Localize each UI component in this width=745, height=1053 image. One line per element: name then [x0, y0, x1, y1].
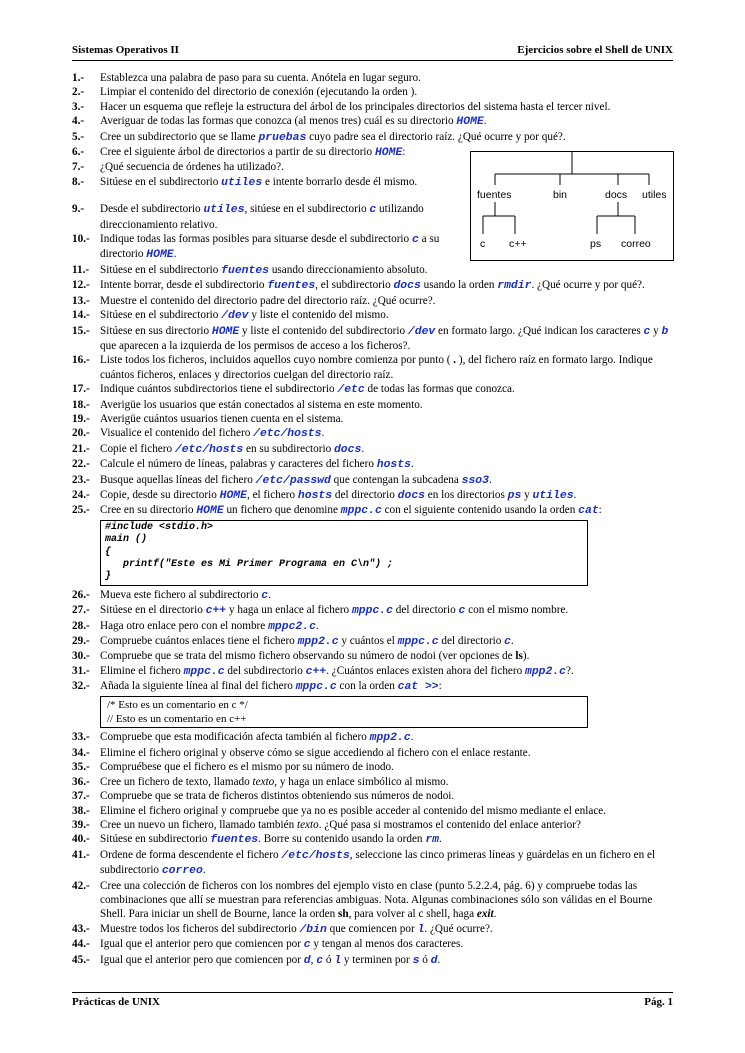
- exercise-text: Sitúese en el subdirectorio: [100, 175, 222, 188]
- inline-code: /dev: [221, 310, 249, 323]
- exercise-text: Hacer un esquema que refleje la estructura del árbol de los principales directorios del sistema hasta el tercer nivel.: [100, 100, 611, 113]
- exercise-item: [72, 664, 674, 679]
- exercise-text: Añada la siguiente línea al final del fichero: [100, 680, 296, 693]
- exercise-text: :: [438, 680, 442, 693]
- inline-code: /dev: [407, 325, 436, 338]
- exercise-item: [72, 263, 674, 278]
- exercise-text: Compruebe que esta modificación afecta también al fichero: [100, 731, 370, 744]
- exercise-text: .: [361, 442, 365, 455]
- exercise-item: [72, 324, 674, 354]
- exercise-number: 27.-: [72, 604, 90, 617]
- exercise-text: . ¿Cuántos enlaces existen ahora del fichero: [326, 664, 525, 677]
- exercise-number: 1.-: [72, 72, 85, 84]
- exercise-number: 8.-: [72, 175, 85, 188]
- exercise-number: 9.-: [72, 203, 85, 216]
- inline-code: mppc.c: [183, 665, 225, 678]
- inline-code: d: [303, 954, 311, 967]
- exercise-number: 23.-: [72, 473, 90, 486]
- exercise-text: Cree el siguiente árbol de directorios a partir de su directorio: [100, 146, 375, 159]
- exercise-item: [72, 100, 674, 114]
- exercise-text: Mueva este fichero al subdirectorio: [100, 588, 262, 601]
- exercise-item: [72, 232, 480, 263]
- exercise-number: 39.-: [72, 818, 90, 831]
- exercise-number: 25.-: [72, 504, 90, 517]
- exercise-number: 29.-: [72, 635, 90, 648]
- exercise-text: .: [493, 908, 497, 921]
- exercise-item: [72, 588, 674, 603]
- inline-code: cat: [578, 505, 599, 518]
- exercise-number: 44.-: [72, 938, 90, 951]
- exercise-number: 40.-: [72, 833, 90, 846]
- exercise-text: ,: [310, 953, 317, 966]
- exercise-text: en su subdirectorio: [243, 442, 334, 455]
- exercise-number: 13.-: [72, 294, 90, 307]
- exercise-text: ?.: [566, 664, 574, 677]
- exercise-text: Averigüe los usuarios que están conectados al sistema en este momento.: [100, 398, 423, 411]
- inline-code: HOME: [146, 249, 174, 262]
- inline-code: docs: [393, 280, 421, 293]
- exercise-item: [72, 879, 674, 922]
- exercise-text: Compruébese que el fichero es el mismo por su número de inodo.: [100, 761, 394, 774]
- inline-code: pruebas: [258, 131, 307, 144]
- exercise-text: cuyo padre sea el directorio raíz. ¿Qué ocurre y por qué?.: [306, 130, 566, 143]
- exercise-item: [72, 145, 480, 160]
- inline-code: mppc.c: [340, 505, 382, 518]
- exercise-number: 19.-: [72, 412, 90, 425]
- exercise-text: en formato largo. ¿Qué indican los caracteres: [435, 324, 644, 337]
- inline-code: c: [261, 589, 269, 602]
- exercise-text: usando la orden: [420, 279, 498, 292]
- exercise-text: .: [438, 833, 442, 846]
- exercise-number: 43.-: [72, 922, 90, 935]
- inline-code: mppc.c: [397, 636, 439, 649]
- exercise-text: que contengan la subcadena: [330, 473, 462, 486]
- exercise-item: [72, 746, 674, 760]
- exercise-item: [72, 442, 674, 457]
- exercise-item: [72, 278, 674, 293]
- inline-code: l: [417, 923, 425, 936]
- exercise-text: y liste el contenido del mismo.: [248, 309, 389, 322]
- exercise-item: [72, 634, 674, 649]
- bold-text: .: [453, 354, 457, 367]
- inline-code: mppc2.c: [268, 620, 316, 633]
- inline-code: mpp2.c: [369, 732, 411, 745]
- code-line: }: [105, 571, 112, 583]
- inline-code: /etc/hosts: [174, 443, 244, 456]
- exercise-number: 5.-: [72, 130, 85, 143]
- exercise-number: 30.-: [72, 650, 90, 663]
- exercise-item: [72, 398, 674, 412]
- exercise-number: 33.-: [72, 731, 90, 744]
- exercise-text: Averigüe cuántos usuarios tienen cuenta en el sistema.: [100, 412, 344, 425]
- inline-code: b: [661, 325, 669, 338]
- comment-block: [100, 696, 588, 729]
- inline-code: ps: [507, 489, 522, 502]
- exercise-text: Desde el subdirectorio: [100, 203, 204, 216]
- exercise-number: 4.-: [72, 115, 85, 128]
- exercise-number: 35.-: [72, 761, 90, 774]
- directory-tree-diagram: [470, 151, 674, 261]
- exercise-number: 11.-: [72, 263, 90, 276]
- exercise-text: Compruebe que se trata de ficheros distintos obteniendo sus números de nodoi.: [100, 790, 455, 803]
- exercise-text: del directorio: [392, 604, 459, 617]
- inline-code: d: [430, 954, 438, 967]
- exercise-text: Sitúese en el subdirectorio: [100, 263, 222, 276]
- exercise-text: Cree un subdirectorio que se llame: [100, 130, 259, 143]
- exercise-text: Cree un nuevo un fichero, llamado también: [100, 818, 297, 831]
- exercise-text: , el fichero: [246, 488, 298, 501]
- tree-node-bin: bin: [553, 189, 568, 201]
- exercise-item: [72, 308, 674, 323]
- exercise-item: [72, 71, 674, 85]
- exercise-text: , seleccione las cinco primeras líneas y guárdelas en un fichero en el subdirectorio: [100, 848, 656, 877]
- exercise-text: a su directorio: [100, 233, 440, 261]
- exercise-text: ).: [522, 650, 530, 663]
- exercise-number: 34.-: [72, 746, 90, 759]
- exercise-text: .: [410, 731, 414, 744]
- exercise-number: 12.-: [72, 279, 90, 292]
- italic-text: texto: [252, 775, 275, 788]
- inline-code: HOME: [219, 489, 247, 502]
- inline-code: c: [303, 939, 311, 952]
- exercise-text: .: [511, 635, 514, 648]
- exercise-text: ó: [323, 953, 335, 966]
- exercise-number: 32.-: [72, 680, 90, 693]
- exercise-text: ¿Qué secuencia de órdenes ha utilizado?.: [100, 161, 284, 174]
- exercise-item: [72, 848, 674, 879]
- bold-italic-text: exit: [476, 908, 494, 921]
- bold-text: ls: [515, 650, 523, 663]
- inline-code: /etc/passwd: [255, 474, 331, 487]
- exercise-item: [72, 760, 674, 774]
- exercise-text: Liste todos los ficheros, incluidos aquellos cuyo nombre comienza por punto (: [100, 354, 454, 367]
- exercise-text: Copie el fichero: [100, 442, 175, 455]
- exercise-item: [72, 679, 674, 694]
- exercise-text: Establezca una palabra de paso para su cuenta. Anótela en lugar seguro.: [100, 72, 421, 84]
- exercise-number: 10.-: [72, 233, 90, 246]
- exercise-text: , el subdirectorio: [315, 279, 394, 292]
- inline-code: fuentes: [267, 280, 316, 293]
- code-line: #include <stdio.h>: [105, 521, 214, 533]
- exercise-number: 41.-: [72, 848, 90, 861]
- exercise-text: del subdirectorio: [224, 664, 306, 677]
- exercise-text: y: [521, 488, 533, 501]
- inline-code: docs: [397, 489, 425, 502]
- exercise-item: [72, 953, 674, 968]
- exercise-item: [72, 937, 674, 952]
- exercise-text: Sitúese en subdirectorio: [100, 833, 211, 846]
- inline-code: /etc/hosts: [281, 849, 350, 862]
- tree-node-utiles: utiles: [642, 189, 667, 201]
- exercise-text: .: [315, 619, 319, 632]
- inline-code: fuentes: [210, 834, 259, 847]
- exercise-number: 45.-: [72, 953, 90, 966]
- tree-node-c: c: [480, 238, 486, 250]
- exercise-text: ó: [419, 953, 431, 966]
- inline-code: s: [412, 954, 420, 967]
- exercise-text: y tengan al menos dos caracteres.: [310, 938, 464, 951]
- exercise-text: y liste el contenido del subdirectorio: [239, 324, 408, 337]
- code-block: [100, 520, 588, 586]
- inline-code: utiles: [221, 176, 263, 189]
- exercise-text: .: [268, 588, 271, 601]
- inline-code: /etc: [337, 384, 365, 397]
- exercise-text: con la orden: [336, 680, 398, 693]
- exercise-item: [72, 175, 480, 190]
- inline-code: c++: [205, 605, 227, 618]
- exercise-text: Compruebe que se trata del mismo fichero observando su número de nodoi (ver opciones de: [100, 650, 516, 663]
- tree-node-ps: ps: [590, 238, 602, 250]
- exercise-text: .: [321, 427, 325, 440]
- tree-node-docs: docs: [605, 189, 628, 201]
- inline-code: rm: [425, 834, 439, 847]
- exercise-text: :: [402, 146, 406, 159]
- exercise-item: [72, 730, 674, 745]
- exercise-number: 38.-: [72, 804, 90, 817]
- exercise-number: 36.-: [72, 775, 90, 788]
- exercise-text: Averiguar de todas las formas que conozca (al menos tres) cuál es su directorio: [100, 115, 457, 128]
- exercise-text: Calcule el número de líneas, palabras y caracteres del fichero: [100, 458, 377, 471]
- inline-code: HOME: [374, 147, 403, 160]
- inline-code: rmdir: [497, 280, 532, 293]
- exercise-number: 26.-: [72, 588, 90, 601]
- page-footer: [72, 992, 673, 1009]
- inline-code: utiles: [532, 489, 574, 502]
- inline-code: l: [334, 954, 342, 967]
- inline-code: c: [316, 954, 324, 967]
- exercise-text: Cree un fichero de texto, llamado: [100, 775, 253, 788]
- page-header: [72, 44, 673, 61]
- code-line: main (): [105, 534, 148, 546]
- exercise-number: 3.-: [72, 100, 85, 113]
- exercise-text: y: [650, 324, 662, 337]
- exercise-text: Sitúese en el directorio: [100, 604, 206, 617]
- exercise-text: Muestre todos los ficheros del subdirectorio: [100, 922, 300, 935]
- code-line: printf("Este es Mi Primer Programa en C\n") ;: [105, 559, 394, 570]
- comment-line: /* Esto es un comentario en c */: [107, 698, 248, 711]
- tree-node-cpp: c++: [509, 238, 527, 250]
- exercise-text: Elimine el fichero original y observe cómo se sigue accediendo al fichero con el enlace restante.: [100, 746, 531, 759]
- exercise-item: [72, 488, 674, 503]
- exercise-text: .: [410, 458, 414, 471]
- header-title: Ejercicios sobre el Shell de UNIX: [517, 44, 673, 56]
- inline-code: mpp2.c: [297, 636, 339, 649]
- exercise-item: [72, 353, 674, 382]
- exercise-item: [72, 426, 674, 441]
- bold-text: sh: [337, 908, 349, 921]
- inline-code: c++: [305, 665, 327, 678]
- exercise-text: Sitúese en el subdirectorio: [100, 309, 222, 322]
- inline-code: docs: [333, 443, 362, 456]
- exercise-number: 42.-: [72, 879, 90, 892]
- exercise-number: 24.-: [72, 488, 90, 501]
- exercise-item: [72, 457, 674, 472]
- inline-code: fuentes: [221, 264, 270, 277]
- exercise-number: 18.-: [72, 398, 90, 411]
- exercise-number: 21.-: [72, 442, 90, 455]
- exercise-number: 16.-: [72, 354, 90, 367]
- inline-code: mppc.c: [295, 681, 337, 694]
- exercise-item: [72, 382, 674, 397]
- exercise-item: [72, 603, 674, 618]
- exercise-text: Copie, desde su directorio: [100, 488, 220, 501]
- exercise-text: :: [598, 504, 602, 517]
- comment-line: // Esto es un comentario en c++: [107, 713, 247, 726]
- exercise-text: .: [573, 488, 577, 501]
- exercise-text: del directorio: [438, 635, 505, 648]
- exercise-text: Limpiar el contenido del directorio de conexión (ejecutando la orden ).: [100, 86, 418, 99]
- exercise-number: 17.-: [72, 383, 90, 396]
- exercise-text: un fichero que denomine: [223, 504, 341, 517]
- exercise-item: [72, 832, 674, 847]
- exercise-text: .: [202, 864, 206, 877]
- exercise-number: 6.-: [72, 146, 85, 159]
- exercise-number: 7.-: [72, 161, 85, 174]
- exercise-number: 37.-: [72, 790, 90, 803]
- exercise-text: Indique cuántos subdirectorios tiene el subdirectorio: [100, 383, 338, 396]
- footer-course: Prácticas de UNIX: [72, 996, 160, 1008]
- exercise-text: Cree una colección de ficheros con los nombres del ejemplo visto en clase (punto 5.2.2.4, pág. 6) y compruebe todas las combinaciones que allí se muestran para referencias ambiguas. Nota. Algunas combinaciones sólo son válidas en el Bourne Shell. Para iniciar un shell de Bourne, lance la orden: [100, 879, 653, 921]
- exercise-text: con el mismo nombre.: [465, 604, 569, 617]
- exercise-text: Compruebe cuántos enlaces tiene el fichero: [100, 635, 298, 648]
- inline-code: /bin: [299, 923, 327, 936]
- exercise-text: . ¿Qué ocurre?.: [424, 922, 493, 935]
- exercise-text: , sitúese en el subdirectorio: [244, 203, 370, 216]
- exercise-text: Sitúese en sus directorio: [100, 324, 212, 337]
- exercise-item: [72, 160, 480, 174]
- tree-node-correo: correo: [621, 238, 651, 250]
- inline-code: c: [458, 605, 466, 618]
- exercise-text: que aparecen a la izquierda de los permisos de acceso a los ficheros?.: [100, 339, 411, 352]
- inline-code: hosts: [376, 459, 411, 472]
- exercise-item: [72, 775, 674, 789]
- exercise-text: .: [173, 248, 177, 261]
- exercise-text: del directorio: [332, 488, 398, 501]
- exercise-item: [72, 649, 674, 663]
- exercise-text: . Borre su contenido usando la orden: [258, 833, 426, 846]
- exercise-number: 14.-: [72, 309, 90, 322]
- exercise-text: Visualice el contenido del fichero: [100, 427, 254, 440]
- exercise-item: [72, 503, 674, 518]
- exercise-text: de todas las formas que conozca.: [364, 383, 515, 396]
- exercise-text: Elimine el fichero original y compruebe que ya no es posible acceder al contenido del mismo mediante el enlace.: [100, 804, 607, 817]
- exercise-text: Cree en su directorio: [100, 504, 197, 517]
- inline-code: c: [369, 204, 377, 217]
- code-line: {: [105, 546, 112, 558]
- exercise-text: y haga un enlace al fichero: [226, 604, 352, 617]
- exercise-item: [72, 804, 674, 818]
- exercise-text: Busque aquellas líneas del fichero: [100, 473, 256, 486]
- exercise-text: Ordene de forma descendente el fichero: [100, 848, 282, 861]
- exercise-text: Elimine el fichero: [100, 664, 184, 677]
- inline-code: utiles: [203, 204, 245, 217]
- exercise-text: que comiencen por: [326, 922, 418, 935]
- inline-code: c: [411, 234, 419, 247]
- exercise-text: con el siguiente contenido usando la orden: [381, 504, 579, 517]
- inline-code: hosts: [297, 489, 333, 502]
- exercise-item: [72, 619, 674, 634]
- exercise-item: [72, 412, 674, 426]
- exercise-text: Muestre el contenido del directorio padre del directorio raíz. ¿Qué ocurre?.: [100, 294, 436, 307]
- exercise-number: 31.-: [72, 664, 90, 677]
- exercise-item: [72, 202, 480, 232]
- inline-code: HOME: [196, 505, 224, 518]
- exercise-item: [72, 130, 674, 145]
- inline-code: HOME: [456, 116, 484, 129]
- exercise-item: [72, 473, 674, 488]
- inline-code: sso3: [461, 474, 489, 487]
- inline-code: mppc.c: [351, 605, 393, 618]
- exercise-text: en los directorios: [425, 488, 508, 501]
- page-number: Pág. 1: [644, 996, 673, 1008]
- exercise-text: ), del fichero raíz en formato largo. Indique cuántos ficheros, enlaces y directorios cuelgan del directorio raíz.: [100, 354, 653, 381]
- exercise-text: utilizando direccionamiento relativo.: [100, 203, 424, 231]
- exercise-number: 20.-: [72, 427, 90, 440]
- exercise-item: [72, 922, 674, 937]
- exercise-text: e intente borrarlo desde él mismo.: [262, 175, 418, 188]
- exercise-item: [72, 294, 674, 308]
- inline-code: c: [504, 636, 512, 649]
- inline-code: HOME: [211, 325, 240, 338]
- header-course: Sistemas Operativos II: [72, 44, 179, 56]
- inline-code: c: [643, 325, 651, 338]
- exercise-text: Intente borrar, desde el subdirectorio: [100, 279, 268, 292]
- tree-node-fuentes: fuentes: [477, 189, 512, 201]
- inline-code: correo: [161, 865, 203, 878]
- exercise-text: .: [483, 115, 487, 128]
- exercise-item: [72, 114, 674, 129]
- exercise-text: .: [488, 473, 492, 486]
- italic-text: texto: [296, 818, 319, 831]
- exercise-text: Igual que el anterior pero que comiencen por: [100, 938, 304, 951]
- exercise-text: . ¿Qué ocurre y por qué?.: [531, 279, 645, 292]
- exercise-number: 2.-: [72, 86, 85, 99]
- exercise-text: , y haga un enlace simbólico al mismo.: [274, 775, 449, 788]
- exercise-item: [72, 818, 674, 832]
- inline-code: /etc/hosts: [253, 428, 322, 441]
- exercise-text: Igual que el anterior pero que comiencen por: [100, 953, 304, 966]
- exercise-text: y cuántos el: [338, 635, 398, 648]
- inline-code: mpp2.c: [525, 665, 567, 678]
- exercise-number: 15.-: [72, 324, 90, 337]
- exercise-text: Indique todas las formas posibles para situarse desde el subdirectorio: [100, 233, 412, 246]
- exercise-number: 22.-: [72, 458, 90, 471]
- exercise-item: [72, 789, 674, 803]
- exercise-text: . ¿Qué pasa si mostramos el contenido del enlace anterior?: [318, 818, 581, 831]
- exercise-text: y terminen por: [341, 953, 413, 966]
- exercise-text: usando direccionamiento absoluto.: [269, 263, 428, 276]
- exercise-text: Haga otro enlace pero con el nombre: [100, 619, 269, 632]
- exercise-text: , para volver al c shell, haga: [348, 908, 477, 921]
- exercise-number: 28.-: [72, 619, 90, 632]
- exercise-item: [72, 85, 674, 99]
- exercise-text: .: [437, 953, 441, 966]
- inline-code: cat >>: [397, 681, 439, 694]
